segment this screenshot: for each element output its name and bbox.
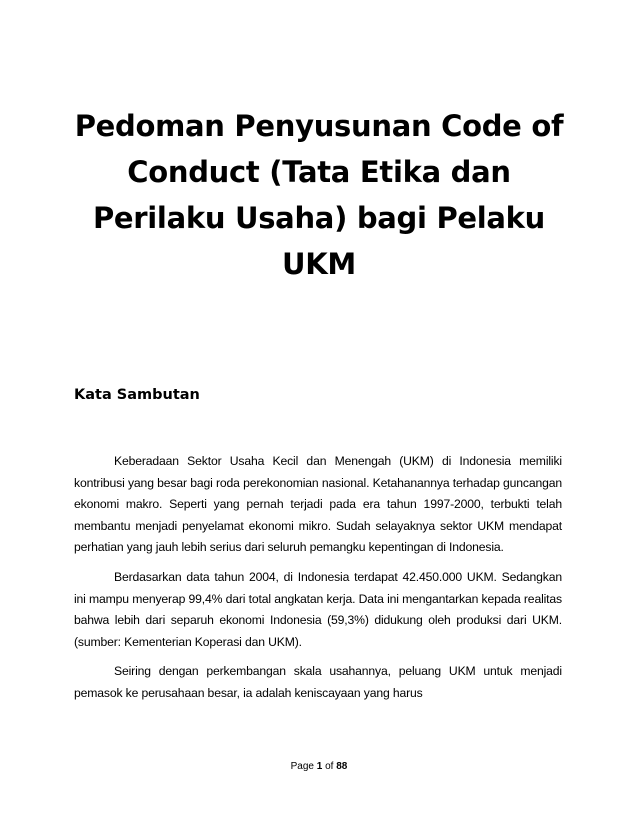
paragraph: Berdasarkan data tahun 2004, di Indonesia terdapat 42.450.000 UKM. Sedangkan ini mampu menyerap 99,4% dari total angkatan kerja. Data ini mengantarkan kepada realitas bahwa lebih dari separuh ekonomi Indonesia (59,3%) didukung oleh produksi dari UKM. (sumber: Kementerian Koperasi dan UKM). [74, 569, 562, 649]
paragraph: Keberadaan Sektor Usaha Kecil dan Menengah (UKM) di Indonesia memiliki kontribusi yang besar bagi roda perekonomian nasional. Ketahanannya terhadap guncangan ekonomi makro. Seperti yang pernah terjadi pada era tahun 1997-2000, terbukti telah membantu menjadi penyelamat ekonomi mikro. Sudah selayaknya sektor UKM mendapat perhatian yang jauh lebih serius dari seluruh pemangku kepentingan di Indonesia. [74, 454, 562, 555]
total-pages-number: 88 [336, 761, 348, 772]
section-heading: Kata Sambutan [74, 387, 200, 403]
current-page-number: 1 [316, 761, 323, 772]
of-label: of [325, 761, 334, 772]
body-text [74, 451, 562, 713]
paragraph: Seiring dengan perkembangan skala usahannya, peluang UKM untuk menjadi pemasok ke perusahaan besar, ia adalah keniscayaan yang harus [74, 664, 562, 700]
page-label: Page [290, 761, 314, 772]
document-title: Pedoman Penyusunan Code of Conduct (Tata Etika dan Perilaku Usaha) bagi Pelaku UKM [74, 109, 564, 281]
page-footer [0, 760, 638, 774]
